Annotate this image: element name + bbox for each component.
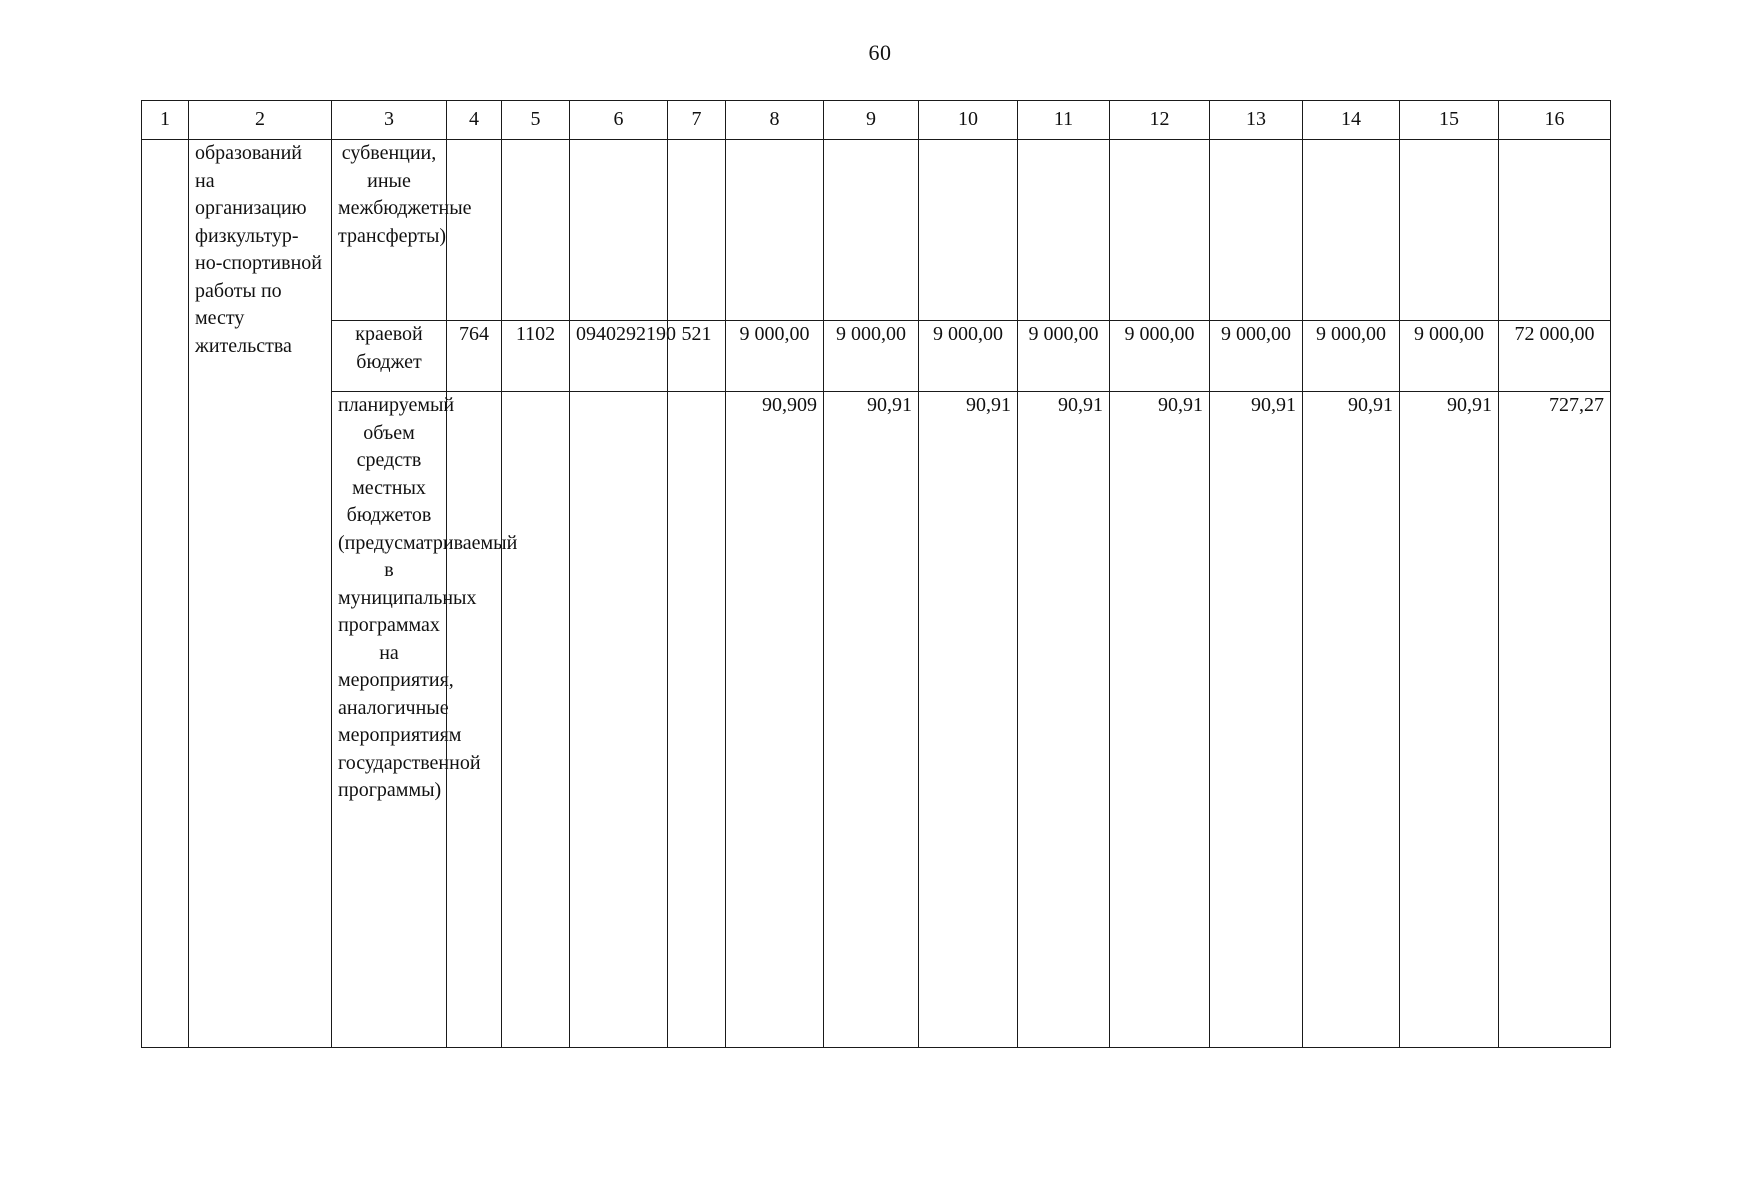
value-cell: 90,91 [1303, 392, 1400, 1048]
rzpr-cell [502, 392, 570, 1048]
header-cell: 2 [189, 101, 332, 140]
header-cell: 10 [919, 101, 1018, 140]
vr-cell: 521 [668, 321, 726, 392]
rzpr-cell: 1102 [502, 321, 570, 392]
value-cell: 9 000,00 [919, 321, 1018, 392]
value-cell: 9 000,00 [1018, 321, 1110, 392]
header-cell: 1 [142, 101, 189, 140]
table-row [142, 140, 1611, 321]
value-cell: 9 000,00 [824, 321, 919, 392]
value-cell [1018, 140, 1110, 321]
header-cell: 14 [1303, 101, 1400, 140]
header-cell: 8 [726, 101, 824, 140]
budget-table [141, 100, 1611, 1048]
total-cell [1499, 140, 1611, 321]
table-row [142, 392, 1611, 1048]
header-cell: 7 [668, 101, 726, 140]
csr-cell [570, 392, 668, 1048]
funding-source-cell: планируемый объем средств местных бюджетов (предусматриваемый в муниципальных программах на мероприятия, аналогичные мероприятиям государственной программы) [332, 392, 447, 1048]
value-cell [919, 140, 1018, 321]
total-cell: 72 000,00 [1499, 321, 1611, 392]
index-cell [142, 140, 189, 1048]
value-cell: 90,91 [1110, 392, 1210, 1048]
header-cell: 9 [824, 101, 919, 140]
value-cell [1110, 140, 1210, 321]
value-cell [1303, 140, 1400, 321]
value-cell: 9 000,00 [726, 321, 824, 392]
header-cell: 15 [1400, 101, 1499, 140]
value-cell: 90,909 [726, 392, 824, 1048]
rzpr-cell [502, 140, 570, 321]
header-cell: 6 [570, 101, 668, 140]
value-cell: 9 000,00 [1210, 321, 1303, 392]
value-cell: 9 000,00 [1303, 321, 1400, 392]
value-cell [1400, 140, 1499, 321]
header-row [142, 101, 1611, 140]
header-cell: 12 [1110, 101, 1210, 140]
page-number: 60 [868, 40, 892, 65]
header-cell: 3 [332, 101, 447, 140]
grbs-cell [447, 392, 502, 1048]
header-cell: 11 [1018, 101, 1110, 140]
value-cell: 9 000,00 [1110, 321, 1210, 392]
grbs-cell: 764 [447, 321, 502, 392]
header-cell: 13 [1210, 101, 1303, 140]
header-cell: 5 [502, 101, 570, 140]
event-name-cell: образований на организацию физкультур-но-спортивной работы по месту жительства [189, 140, 332, 1048]
grbs-cell [447, 140, 502, 321]
header-cell: 16 [1499, 101, 1611, 140]
value-cell: 90,91 [1210, 392, 1303, 1048]
value-cell: 90,91 [1018, 392, 1110, 1048]
total-cell: 727,27 [1499, 392, 1611, 1048]
table-row [142, 321, 1611, 392]
funding-source-cell: краевой бюджет [332, 321, 447, 392]
vr-cell [668, 140, 726, 321]
value-cell: 90,91 [1400, 392, 1499, 1048]
csr-cell [570, 140, 668, 321]
vr-cell [668, 392, 726, 1048]
csr-cell: 0940292190 [570, 321, 668, 392]
value-cell: 90,91 [824, 392, 919, 1048]
value-cell: 90,91 [919, 392, 1018, 1048]
value-cell [824, 140, 919, 321]
value-cell [1210, 140, 1303, 321]
value-cell: 9 000,00 [1400, 321, 1499, 392]
value-cell [726, 140, 824, 321]
header-cell: 4 [447, 101, 502, 140]
funding-source-cell: субвенции, иные межбюджетные трансферты) [332, 140, 447, 321]
